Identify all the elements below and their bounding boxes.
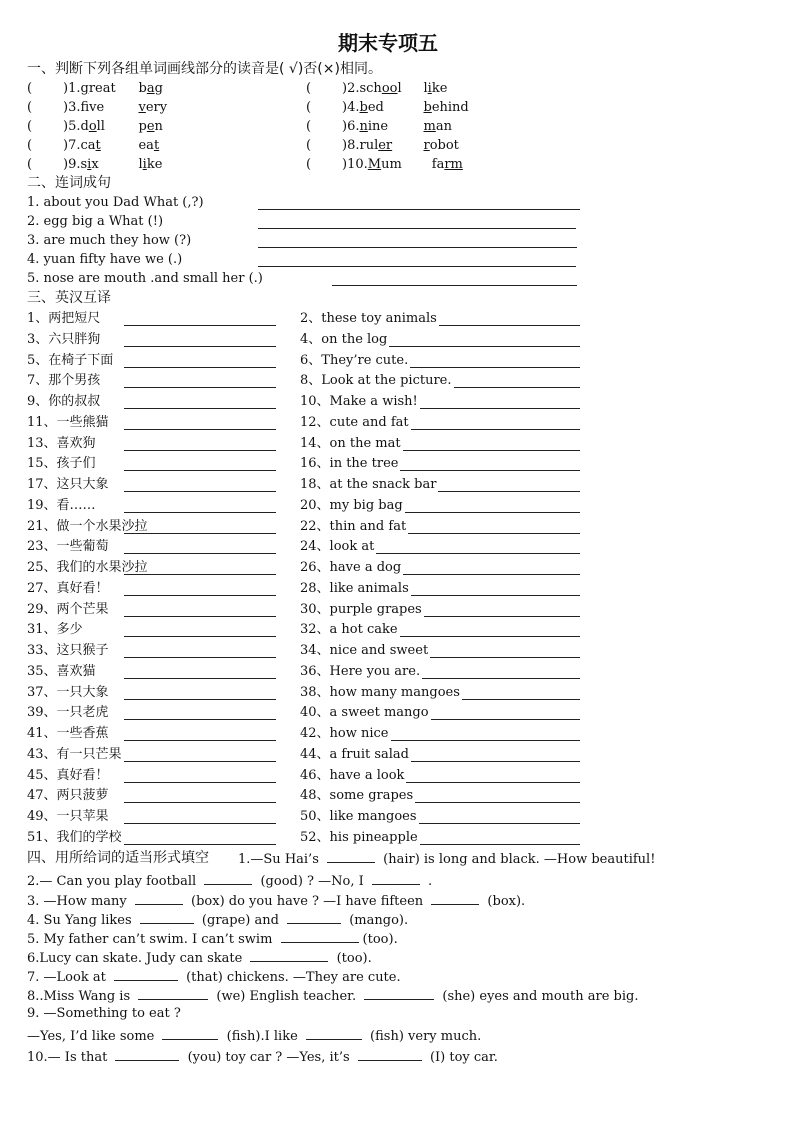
- answer-line[interactable]: [124, 367, 276, 368]
- fill-blank-line: [27, 911, 408, 929]
- answer-line[interactable]: [439, 325, 580, 326]
- fill-blank-line: [27, 1006, 181, 1022]
- answer-line[interactable]: [124, 657, 276, 658]
- paren-close: ): [63, 157, 69, 172]
- underlined-letters: n: [359, 119, 368, 134]
- sentence-text: (box) do you have ? —I have fifteen: [186, 894, 428, 909]
- word-part: f: [80, 100, 90, 115]
- sentence-text: 7. —Look at: [27, 970, 110, 985]
- answer-blank[interactable]: [327, 850, 375, 863]
- answer-paren[interactable]: (: [27, 100, 33, 115]
- underlined-letters: M: [367, 157, 382, 172]
- underlined-letters: r: [423, 138, 430, 153]
- word-one: [80, 157, 138, 173]
- answer-blank[interactable]: [287, 911, 341, 924]
- underlined-letters: m: [423, 119, 436, 134]
- fill-blank-line: [27, 892, 525, 910]
- answer-line[interactable]: [124, 429, 276, 430]
- word-two: [138, 157, 162, 172]
- word-part: rul: [359, 138, 379, 153]
- word-one: [80, 100, 138, 116]
- reorder-words: 4. yuan fifty have we (.): [27, 252, 183, 267]
- word-part: an: [435, 119, 452, 134]
- item-number: 1.: [68, 81, 81, 96]
- translate-cn-item: 3、六只胖狗: [27, 331, 101, 347]
- translate-en-item: 16、in the tree: [300, 456, 399, 472]
- answer-line[interactable]: [124, 533, 276, 534]
- sentence-text: (I) toy car.: [425, 1050, 498, 1065]
- answer-blank[interactable]: [431, 892, 479, 905]
- paren-close: ): [63, 81, 69, 96]
- underlined-letters: b: [359, 100, 368, 115]
- word-part: b: [138, 81, 147, 96]
- word-one: [359, 100, 423, 116]
- word-part: ine: [367, 119, 389, 134]
- sentence-text: (box).: [483, 894, 526, 909]
- sentence-text: (she) eyes and mouth are big.: [438, 989, 639, 1004]
- answer-blank[interactable]: [138, 987, 208, 1000]
- translate-cn-item: 35、喜欢猫: [27, 663, 96, 679]
- translate-cn-item: 49、一只苹果: [27, 809, 109, 824]
- word-part: n: [154, 119, 163, 134]
- judge-item: [27, 157, 162, 173]
- translate-en-item: 8、Look at the picture.: [300, 373, 452, 389]
- word-two: [423, 138, 458, 153]
- word-one: [359, 119, 423, 135]
- answer-line[interactable]: [405, 512, 580, 513]
- answer-paren[interactable]: (: [306, 157, 312, 172]
- answer-paren[interactable]: (: [27, 81, 33, 96]
- translate-en-item: 18、at the snack bar: [300, 477, 437, 492]
- sentence-text: (that) chickens. —They are cute.: [181, 970, 401, 985]
- sentence-text: 2.— Can you play football: [27, 874, 201, 889]
- answer-line[interactable]: [403, 450, 580, 451]
- word-one: [359, 81, 423, 97]
- word-part: sch: [359, 81, 382, 96]
- translate-cn-item: 27、真好看！: [27, 580, 109, 596]
- section1-heading: 一、判断下列各组单词画线部分的读音是( √)否(×)相同。: [27, 61, 382, 77]
- word-part: ke: [431, 81, 448, 96]
- answer-line[interactable]: [415, 802, 580, 803]
- word-one: [80, 81, 138, 97]
- answer-blank[interactable]: [140, 911, 194, 924]
- answer-paren[interactable]: (: [306, 100, 312, 115]
- sentence-text: 6.Lucy can skate. Judy can skate: [27, 951, 247, 966]
- answer-line[interactable]: [124, 450, 276, 451]
- paren-close: ): [342, 119, 348, 134]
- answer-line[interactable]: [420, 844, 580, 845]
- answer-line[interactable]: [258, 228, 576, 229]
- translate-en-item: 12、cute and fat: [300, 414, 409, 430]
- answer-line[interactable]: [430, 657, 580, 658]
- item-number: 2.: [347, 81, 360, 96]
- translate-en-item: 50、like mangoes: [300, 809, 417, 824]
- answer-line[interactable]: [124, 325, 276, 326]
- translate-en-item: 10、Make a wish!: [300, 394, 418, 409]
- reorder-words: 5. nose are mouth .and small her (.): [27, 271, 263, 286]
- reorder-words: 2. egg big a What (!): [27, 214, 164, 229]
- answer-paren[interactable]: (: [306, 119, 312, 134]
- underlined-letters: er: [378, 138, 393, 153]
- answer-paren[interactable]: (: [27, 157, 33, 172]
- translate-cn-item: 51、我们的学校: [27, 829, 122, 845]
- answer-blank[interactable]: [306, 1027, 362, 1040]
- answer-blank[interactable]: [135, 892, 183, 905]
- underlined-letters: v: [138, 100, 146, 115]
- item-number: 9.: [68, 157, 81, 172]
- translate-cn-item: 33、这只猴子: [27, 643, 109, 658]
- answer-blank[interactable]: [204, 872, 252, 885]
- word-two: [138, 81, 162, 96]
- word-part: ed: [367, 100, 384, 115]
- fill-blank-line: [27, 1048, 498, 1066]
- underlined-letters: e: [146, 119, 155, 134]
- paren-close: ): [63, 100, 69, 115]
- word-part: g: [154, 81, 163, 96]
- answer-line[interactable]: [408, 533, 580, 534]
- word-part: l: [138, 157, 143, 172]
- answer-line[interactable]: [424, 616, 580, 617]
- answer-paren[interactable]: (: [306, 81, 312, 96]
- item-number: 5.: [68, 119, 81, 134]
- fill-blank-line: [27, 872, 432, 890]
- word-part: obot: [429, 138, 459, 153]
- translate-cn-item: 37、一只大象: [27, 684, 109, 700]
- fill-blank-line: [238, 850, 655, 868]
- page-title: 期末专项五: [338, 31, 438, 55]
- word-part: l: [397, 81, 402, 96]
- answer-line[interactable]: [462, 699, 580, 700]
- translate-cn-item: 29、两个芒果: [27, 601, 109, 617]
- word-part: p: [138, 119, 147, 134]
- answer-line[interactable]: [124, 823, 276, 824]
- answer-line[interactable]: [124, 553, 276, 554]
- sentence-text: 9. —Something to eat ?: [27, 1006, 181, 1021]
- translate-en-item: 2、these toy animals: [300, 311, 437, 326]
- translate-en-item: 20、my big bag: [300, 497, 403, 513]
- answer-line[interactable]: [124, 616, 276, 617]
- translate-en-item: 52、his pineapple: [300, 829, 418, 845]
- answer-blank[interactable]: [114, 968, 178, 981]
- judge-item: [27, 100, 167, 116]
- answer-blank[interactable]: [364, 987, 434, 1000]
- answer-line[interactable]: [400, 636, 580, 637]
- judge-item: [27, 119, 163, 135]
- translate-en-item: 24、look at: [300, 539, 375, 555]
- answer-paren[interactable]: (: [306, 138, 312, 153]
- word-part: um: [381, 157, 402, 172]
- answer-line[interactable]: [258, 209, 580, 210]
- section2-heading: 二、连词成句: [27, 175, 111, 191]
- answer-line[interactable]: [391, 740, 580, 741]
- sentence-text: 8..Miss Wang is: [27, 989, 135, 1004]
- answer-line[interactable]: [124, 387, 276, 388]
- sentence-text: (mango).: [345, 913, 409, 928]
- answer-blank[interactable]: [250, 949, 328, 962]
- answer-line[interactable]: [411, 761, 580, 762]
- sentence-text: 4. Su Yang likes: [27, 913, 136, 928]
- item-number: 6.: [347, 119, 360, 134]
- judge-item: [27, 138, 159, 154]
- word-one: [80, 119, 138, 135]
- answer-line[interactable]: [124, 782, 276, 783]
- section3-heading: 三、英汉互译: [27, 290, 111, 306]
- answer-line[interactable]: [332, 285, 577, 286]
- answer-line[interactable]: [403, 574, 580, 575]
- translate-en-item: 44、a fruit salad: [300, 746, 409, 762]
- sentence-text: .: [423, 874, 433, 889]
- answer-line[interactable]: [420, 408, 580, 409]
- item-number: 10.: [347, 157, 368, 172]
- fill-blank-line: [27, 1027, 481, 1045]
- answer-line[interactable]: [419, 823, 580, 824]
- translate-cn-item: 13、喜欢狗: [27, 435, 96, 451]
- translate-cn-item: 21、做一个水果沙拉: [27, 518, 148, 534]
- answer-line[interactable]: [422, 678, 580, 679]
- reorder-words: 3. are much they how (?): [27, 233, 192, 248]
- answer-line[interactable]: [411, 595, 580, 596]
- word-two: [423, 119, 451, 134]
- word-two: [138, 138, 159, 153]
- translate-en-item: 30、purple grapes: [300, 601, 422, 617]
- underlined-letters: t: [95, 138, 101, 153]
- sentence-text: (fish).I like: [222, 1029, 302, 1044]
- word-part: ve: [89, 100, 105, 115]
- answer-line[interactable]: [389, 346, 580, 347]
- answer-line[interactable]: [124, 491, 276, 492]
- word-part: ehind: [431, 100, 469, 115]
- translate-en-item: 48、some grapes: [300, 788, 414, 804]
- answer-line[interactable]: [124, 761, 276, 762]
- word-two: [423, 81, 447, 96]
- answer-paren[interactable]: (: [27, 138, 33, 153]
- word-one: [80, 138, 138, 154]
- sentence-text: 1.—Su Hai’s: [238, 852, 323, 867]
- word-two: [432, 157, 463, 172]
- underlined-letters: i: [87, 157, 92, 172]
- item-number: 4.: [347, 100, 360, 115]
- translate-cn-item: 5、在椅子下面: [27, 352, 114, 368]
- translate-cn-item: 17、这只大象: [27, 477, 109, 492]
- answer-line[interactable]: [124, 595, 276, 596]
- word-one: [359, 138, 423, 154]
- answer-line[interactable]: [438, 491, 580, 492]
- word-part: ery: [145, 100, 168, 115]
- translate-cn-item: 31、多少: [27, 622, 83, 638]
- underlined-letters: i: [142, 157, 147, 172]
- word-part: ca: [80, 138, 96, 153]
- answer-line[interactable]: [376, 553, 580, 554]
- sentence-text: (you) toy car ? —Yes, it’s: [183, 1050, 354, 1065]
- sentence-text: (fish) very much.: [365, 1029, 482, 1044]
- word-two: [423, 100, 468, 115]
- translate-cn-item: 39、一只老虎: [27, 705, 109, 721]
- underlined-letters: o: [88, 119, 97, 134]
- translate-cn-item: 9、你的叔叔: [27, 394, 101, 409]
- paren-close: ): [63, 119, 69, 134]
- translate-en-item: 32、a hot cake: [300, 622, 398, 638]
- answer-line[interactable]: [124, 740, 276, 741]
- paren-close: ): [342, 157, 348, 172]
- word-one: [368, 157, 432, 173]
- translate-en-item: 22、thin and fat: [300, 518, 407, 534]
- paren-close: ): [342, 81, 348, 96]
- answer-blank[interactable]: [281, 930, 359, 943]
- sentence-text: (grape) and: [197, 913, 284, 928]
- translate-en-item: 26、have a dog: [300, 560, 402, 575]
- word-part: d: [80, 119, 89, 134]
- translate-en-item: 40、a sweet mango: [300, 705, 429, 721]
- judge-item: [27, 81, 163, 97]
- fill-blank-line: [27, 968, 401, 986]
- word-part: x: [91, 157, 99, 172]
- answer-blank[interactable]: [358, 1048, 422, 1061]
- fill-blank-line: [27, 949, 372, 967]
- judge-item: [306, 138, 459, 154]
- sentence-text: —Yes, I’d like some: [27, 1029, 159, 1044]
- sentence-text: (hair) is long and black. —How beautiful!: [379, 852, 656, 867]
- translate-en-item: 36、Here you are.: [300, 663, 421, 679]
- translate-cn-item: 41、一些香蕉: [27, 726, 109, 741]
- sentence-text: (too).: [362, 932, 398, 947]
- underlined-letters: t: [153, 138, 160, 153]
- underlined-letters: i: [427, 81, 432, 96]
- underlined-letters: oo: [381, 81, 398, 96]
- word-part: s: [80, 157, 88, 172]
- answer-blank[interactable]: [115, 1048, 179, 1061]
- answer-blank[interactable]: [372, 872, 420, 885]
- paren-close: ): [63, 138, 69, 153]
- answer-line[interactable]: [124, 574, 276, 575]
- sentence-text: 10.— Is that: [27, 1050, 112, 1065]
- answer-line[interactable]: [258, 247, 577, 248]
- underlined-letters: g: [80, 81, 89, 96]
- reorder-words: 1. about you Dad What (,?): [27, 195, 204, 210]
- translate-cn-item: 11、一些熊猫: [27, 414, 109, 430]
- answer-blank[interactable]: [162, 1027, 218, 1040]
- word-part: fa: [431, 157, 445, 172]
- word-two: [138, 100, 167, 115]
- fill-blank-line: [27, 930, 398, 948]
- underlined-letters: rm: [444, 157, 463, 172]
- word-part: l: [423, 81, 428, 96]
- answer-line[interactable]: [124, 678, 276, 679]
- underlined-letters: b: [423, 100, 432, 115]
- translate-cn-item: 15、孩子们: [27, 456, 96, 472]
- answer-line[interactable]: [406, 782, 580, 783]
- item-number: 7.: [68, 138, 81, 153]
- translate-cn-item: 1、两把短尺: [27, 311, 101, 326]
- answer-paren[interactable]: (: [27, 119, 33, 134]
- translate-cn-item: 43、有一只芒果: [27, 746, 122, 762]
- answer-line[interactable]: [454, 387, 580, 388]
- word-part: ll: [96, 119, 105, 134]
- item-number: 8.: [347, 138, 360, 153]
- word-part: reat: [88, 81, 116, 96]
- sentence-text: (we) English teacher.: [212, 989, 361, 1004]
- answer-line[interactable]: [258, 266, 576, 267]
- answer-line[interactable]: [410, 367, 580, 368]
- judge-item: [306, 81, 447, 97]
- translate-en-item: 34、nice and sweet: [300, 643, 429, 658]
- answer-line[interactable]: [124, 802, 276, 803]
- translate-cn-item: 23、一些葡萄: [27, 539, 109, 555]
- answer-line[interactable]: [124, 699, 276, 700]
- sentence-text: 3. —How many: [27, 894, 131, 909]
- word-part: ea: [138, 138, 154, 153]
- answer-line[interactable]: [124, 844, 276, 845]
- judge-item: [306, 157, 463, 173]
- word-part: ke: [146, 157, 163, 172]
- translate-cn-item: 47、两只菠萝: [27, 788, 109, 804]
- answer-line[interactable]: [431, 719, 580, 720]
- answer-line[interactable]: [411, 429, 580, 430]
- sentence-text: (too).: [332, 951, 372, 966]
- translate-en-item: 42、how nice: [300, 726, 389, 741]
- answer-line[interactable]: [124, 408, 276, 409]
- answer-line[interactable]: [124, 470, 276, 471]
- judge-item: [306, 119, 452, 135]
- translate-en-item: 38、how many mangoes: [300, 684, 460, 700]
- answer-line[interactable]: [124, 719, 276, 720]
- sentence-text: (good) ? —No, I: [256, 874, 368, 889]
- judge-item: [306, 100, 469, 116]
- translate-en-item: 6、They’re cute.: [300, 352, 409, 368]
- translate-en-item: 28、like animals: [300, 580, 409, 596]
- translate-en-item: 4、on the log: [300, 331, 388, 347]
- translate-en-item: 14、on the mat: [300, 435, 401, 451]
- word-two: [138, 119, 162, 134]
- translate-cn-item: 19、看……: [27, 497, 96, 513]
- fill-blank-line: [27, 987, 638, 1005]
- underlined-letters: a: [146, 81, 155, 96]
- answer-line[interactable]: [400, 470, 580, 471]
- section4-heading: 四、用所给词的适当形式填空: [27, 850, 209, 866]
- answer-line[interactable]: [124, 346, 276, 347]
- paren-close: ): [342, 100, 348, 115]
- translate-en-item: 46、have a look: [300, 767, 405, 783]
- translate-cn-item: 25、我们的水果沙拉: [27, 560, 148, 575]
- translate-cn-item: 7、那个男孩: [27, 373, 101, 389]
- sentence-text: 5. My father can’t swim. I can’t swim: [27, 932, 277, 947]
- translate-cn-item: 45、真好看！: [27, 767, 109, 783]
- answer-line[interactable]: [124, 636, 276, 637]
- answer-line[interactable]: [124, 512, 276, 513]
- item-number: 3.: [68, 100, 81, 115]
- paren-close: ): [342, 138, 348, 153]
